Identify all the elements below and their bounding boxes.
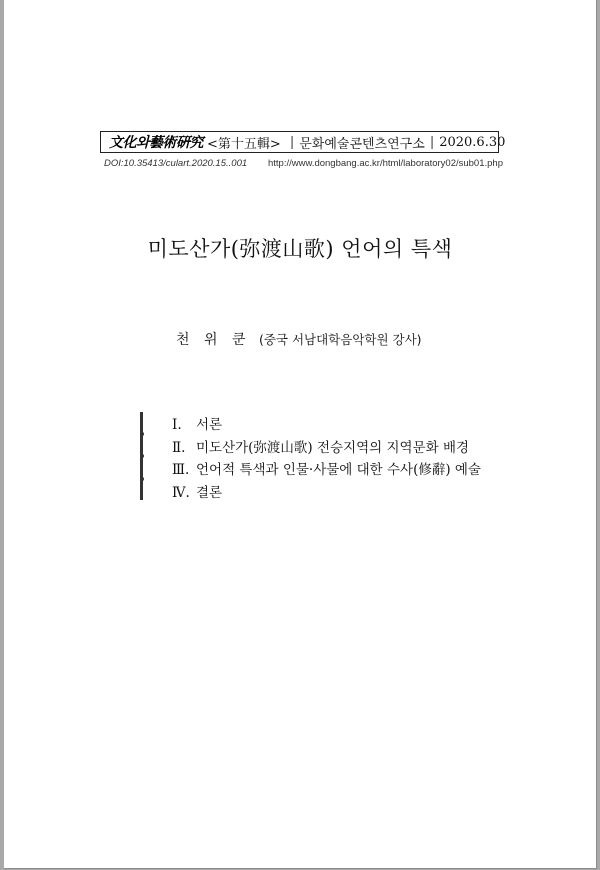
table-of-contents [172,414,481,504]
toc-number: Ⅲ. [172,462,190,478]
toc-rule-dot [140,454,144,458]
toc-number: Ⅰ. [172,417,182,433]
toc-rule-dot [140,432,144,436]
publication-date: 2020.6.30 [439,134,506,150]
toc-number: Ⅱ. [172,439,186,456]
toc-item [172,459,481,482]
toc-rule-dot [140,477,144,481]
paper-title: 미도산가(弥渡山歌) 언어의 특색 [147,237,453,261]
paper-page [4,0,597,869]
doi-text: DOI:10.35413/culart.2020.15..001 [104,158,248,169]
toc-item [172,482,481,505]
header-separator: | [429,134,435,150]
author-name: 천 위 쿤 [176,332,251,348]
toc-text: 서론 [196,417,223,433]
toc-text: 결론 [196,484,223,501]
journal-url[interactable]: http://www.dongbang.ac.kr/html/laboratory02/sub01.php [267,158,503,169]
toc-text: 미도산가(弥渡山歌) 전승지역의 지역문화 배경 [196,439,470,456]
volume-number: <第十五輯> [207,136,281,152]
publisher-name: 문화예술콘텐츠연구소 [299,136,425,152]
author-line [176,329,422,349]
toc-number: Ⅳ. [172,484,190,501]
header-separator: | [289,134,295,150]
toc-text: 언어적 특색과 인물·사물에 대한 수사(修辭) 예술 [196,462,481,478]
author-affiliation: (중국 서남대학음악학원 강사) [258,332,422,347]
journal-logo: 文化와藝術硏究 [109,135,204,151]
toc-item [172,414,481,437]
toc-item [172,437,481,460]
journal-header [100,131,506,153]
